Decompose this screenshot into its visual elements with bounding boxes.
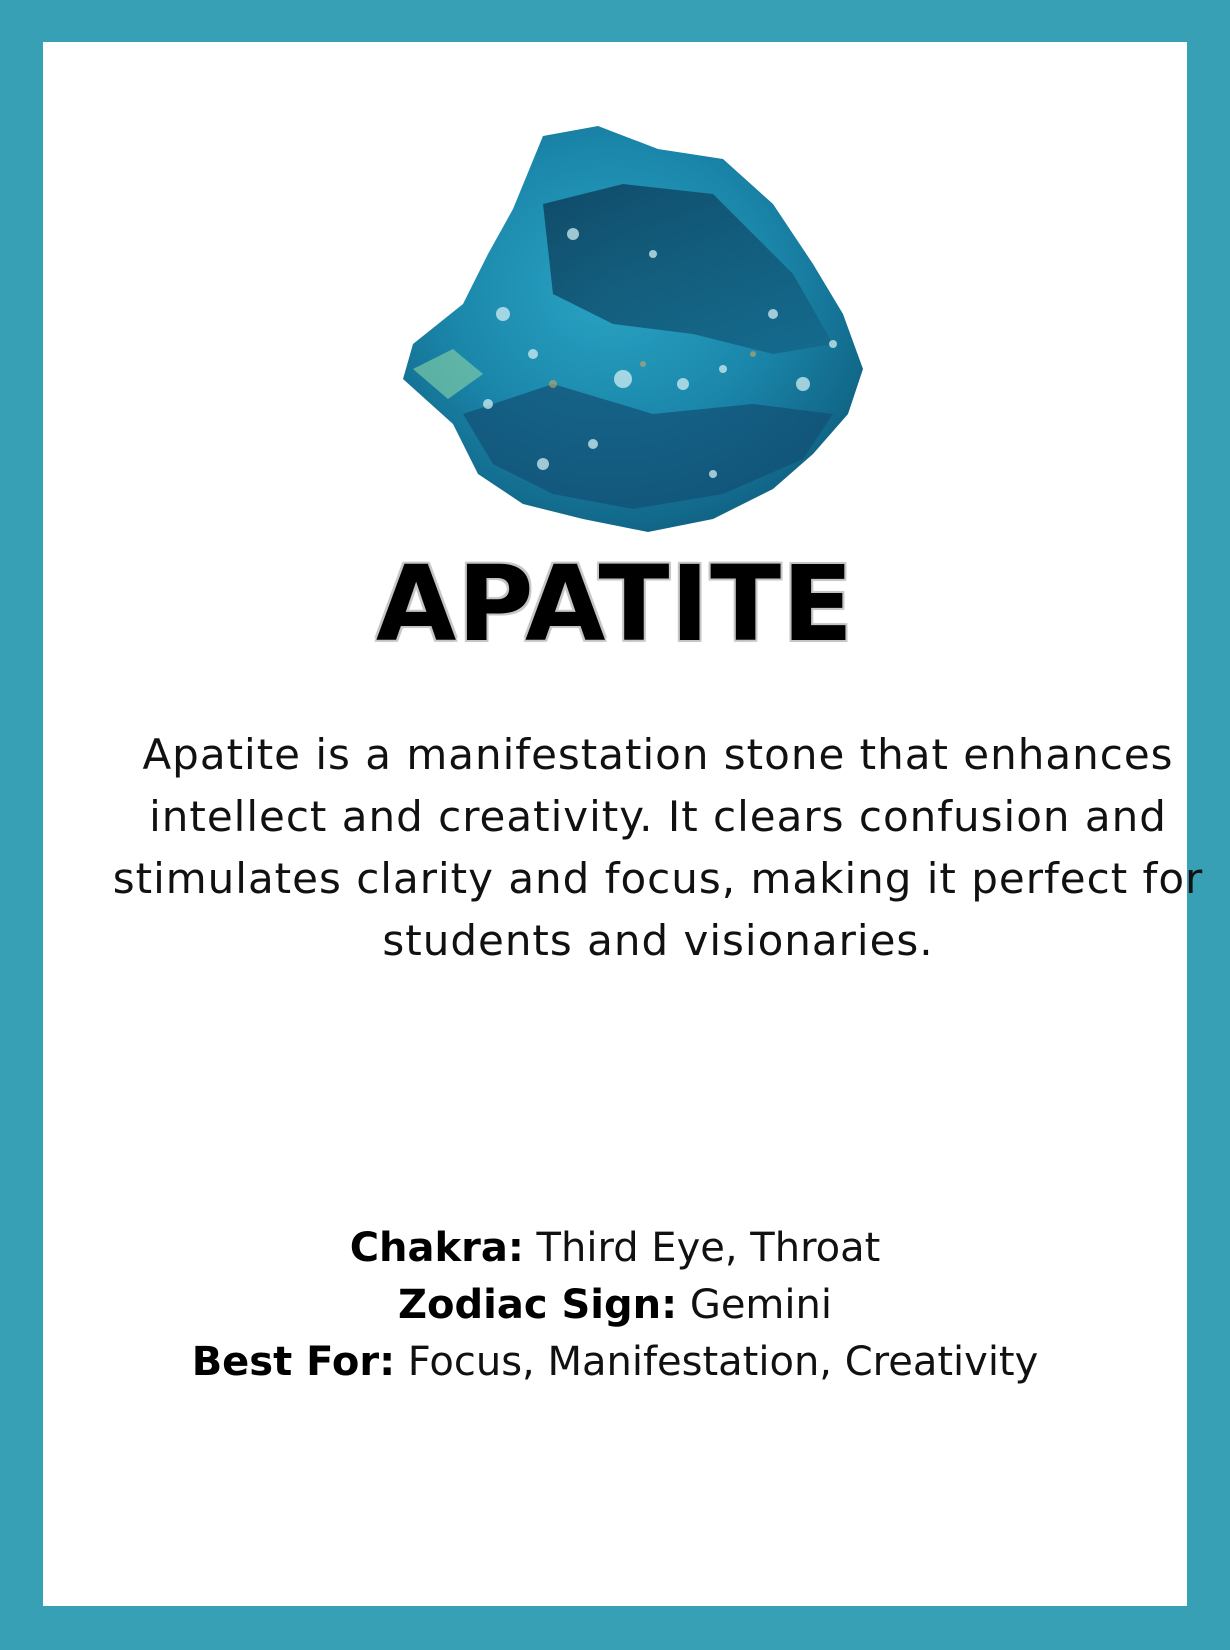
stone-description: Apatite is a manifestation stone that enhances intellect and creativity. It clears confusion and stimulates clarity and focus, making it perfect for students and visionaries. (112, 730, 1204, 965)
property-value: Gemini (689, 1282, 832, 1328)
property-label: Zodiac Sign: (398, 1282, 678, 1328)
apatite-stone-icon (393, 114, 913, 554)
property-chakra (43, 1220, 1187, 1277)
property-value: Focus, Manifestation, Creativity (407, 1339, 1039, 1385)
property-zodiac-sign (43, 1277, 1187, 1334)
property-label: Best For: (191, 1339, 396, 1385)
property-best-for (43, 1334, 1187, 1391)
stone-properties (43, 1220, 1187, 1391)
property-value: Third Eye, Throat (536, 1225, 881, 1271)
crystal-card (43, 42, 1204, 1606)
stone-title: APATITE (375, 543, 855, 665)
property-label: Chakra: (349, 1225, 524, 1271)
